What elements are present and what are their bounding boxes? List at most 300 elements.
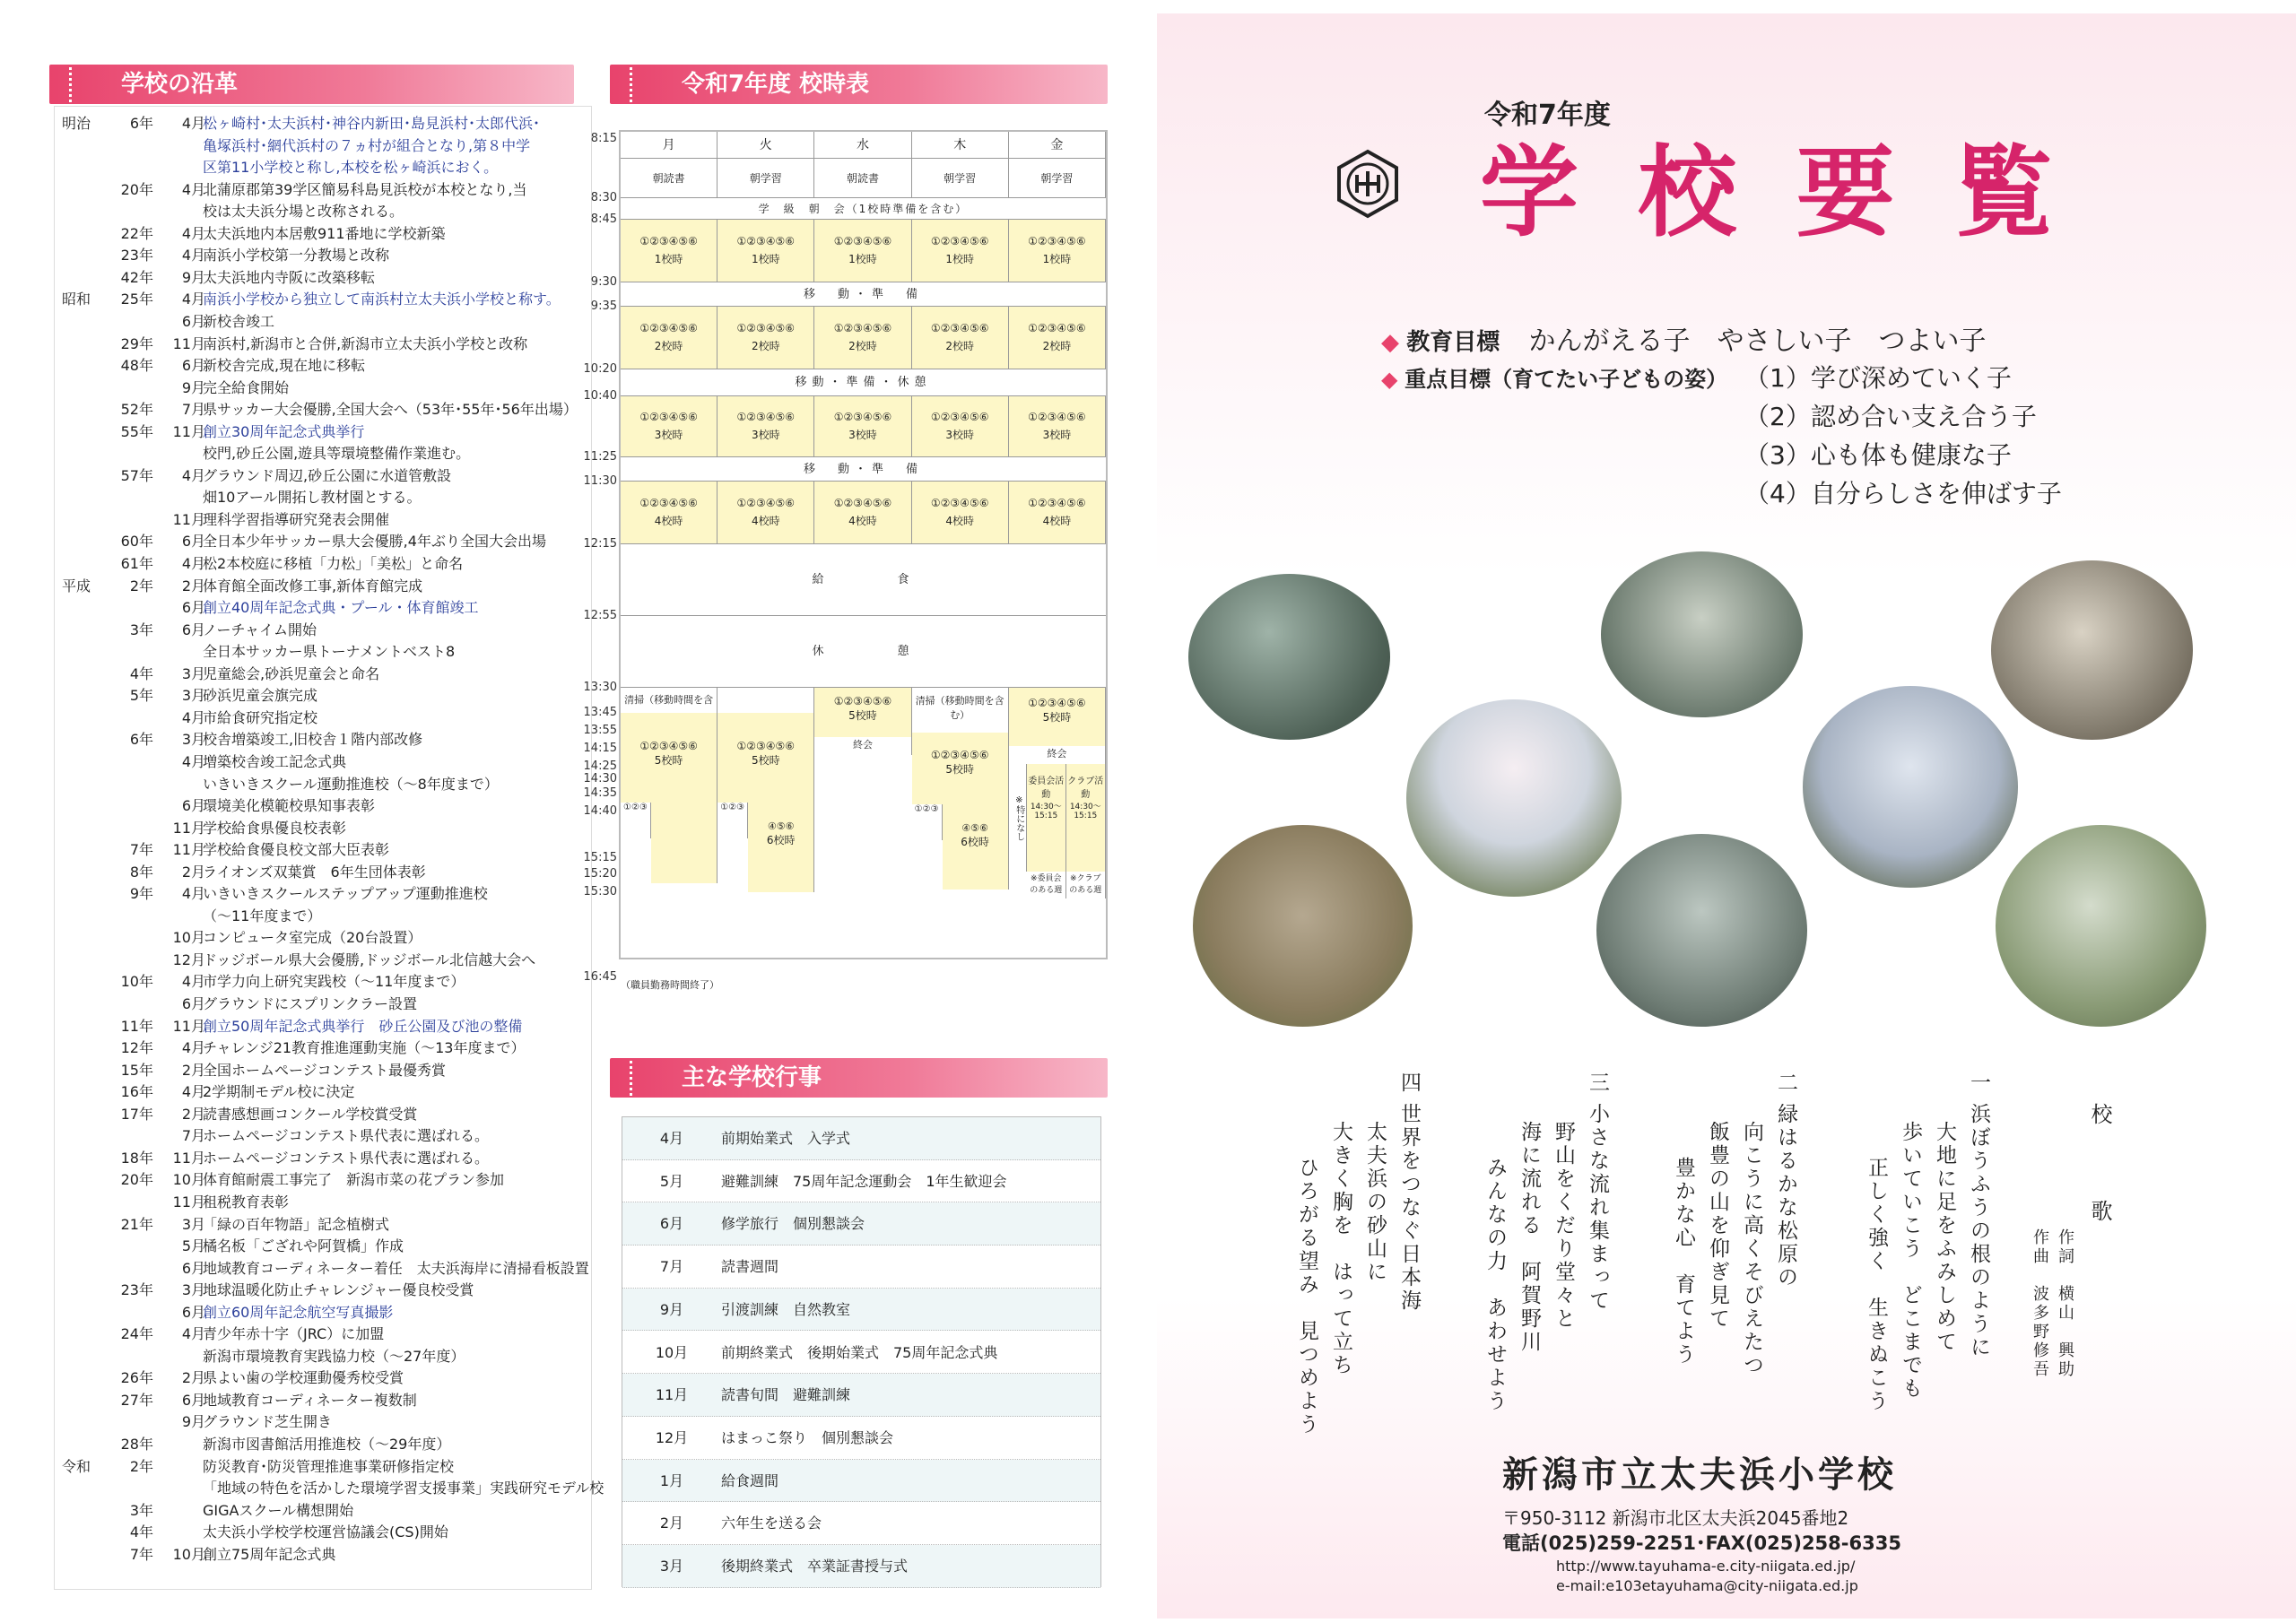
history-year: 60年 bbox=[120, 533, 153, 551]
time-label: 8:15 bbox=[590, 132, 617, 145]
day-header: 木 bbox=[912, 132, 1009, 159]
period-cell bbox=[621, 220, 718, 282]
history-month: 4月 bbox=[181, 555, 205, 572]
history-row bbox=[55, 333, 593, 355]
history-row bbox=[55, 619, 593, 641]
event-month: 12月 bbox=[655, 1428, 689, 1446]
history-month: 2月 bbox=[181, 1369, 205, 1387]
schedule-cell: ※特になし bbox=[1009, 764, 1027, 872]
time-label: 8:45 bbox=[590, 213, 617, 226]
history-row bbox=[55, 1124, 593, 1147]
history-month: 11月 bbox=[172, 1017, 205, 1035]
committee-time: 14:30～15:15 bbox=[1030, 803, 1062, 820]
period-label: 5校時 bbox=[945, 763, 974, 776]
schedule-cell: ①②③ bbox=[912, 804, 943, 840]
history-year: 8年 bbox=[129, 863, 153, 881]
history-year: 55年 bbox=[120, 422, 153, 440]
cover-page bbox=[1157, 13, 2296, 1619]
period-cell bbox=[621, 396, 718, 457]
history-year: 6年 bbox=[129, 115, 153, 132]
history-event: 県よい歯の学校運動優秀校受賞 bbox=[203, 1369, 404, 1387]
history-event: 全日本少年サッカー県大会優勝,4年ぶり全国大会出場 bbox=[203, 533, 546, 551]
history-month: 5月 bbox=[181, 1237, 205, 1255]
goal-label: 教育目標 bbox=[1406, 329, 1500, 356]
history-row bbox=[55, 244, 593, 266]
focus-item: （1）学び深めていく子 bbox=[1744, 363, 2012, 393]
history-year: 61年 bbox=[120, 555, 153, 572]
rest-row: 休 憩 bbox=[621, 616, 1106, 688]
schedule-cell bbox=[912, 733, 1009, 804]
history-row bbox=[55, 1323, 593, 1345]
history-row bbox=[55, 288, 593, 310]
period-label: 4校時 bbox=[945, 515, 974, 527]
end-note: （職員勤務時間終了） bbox=[621, 979, 719, 991]
period-label: 6校時 bbox=[766, 834, 796, 846]
history-year: 23年 bbox=[120, 1281, 153, 1299]
history-event: いきいきスクールステップアップ運動推進校 bbox=[203, 885, 488, 903]
history-month: 9月 bbox=[181, 268, 205, 286]
verse-number: 二 bbox=[1774, 1072, 1797, 1095]
schedule-cell: 清掃（移動時間を含む） bbox=[912, 688, 1009, 733]
move-row: 移動・準備・休憩 bbox=[621, 369, 1106, 396]
emblem-icon bbox=[1332, 148, 1404, 220]
history-row bbox=[55, 508, 593, 531]
history-month: 7月 bbox=[181, 401, 205, 419]
period-cell bbox=[912, 307, 1009, 369]
history-era: 昭和 bbox=[62, 291, 91, 308]
history-event: ホームページコンテスト県代表に選ばれる。 bbox=[203, 1149, 490, 1167]
history-month: 6月 bbox=[181, 995, 205, 1012]
history-row bbox=[55, 1345, 593, 1367]
history-event: ホームページコンテスト県代表に選ばれる。 bbox=[203, 1127, 490, 1145]
history-row bbox=[55, 861, 593, 883]
history-month: 11月 bbox=[172, 819, 205, 837]
schedule-cell: ①②③ bbox=[718, 803, 748, 838]
period-numbers: ①②③④⑤⑥ bbox=[930, 749, 989, 761]
schedule-cell bbox=[814, 688, 911, 737]
move-row: 移 動・準 備 bbox=[621, 457, 1106, 482]
history-month: 4月 bbox=[181, 466, 205, 484]
history-row bbox=[55, 1433, 593, 1455]
history-year: 22年 bbox=[120, 224, 153, 242]
schedule-cell: ①②③ bbox=[621, 803, 651, 838]
period-cell bbox=[912, 396, 1009, 457]
afternoon-block bbox=[621, 688, 1106, 961]
time-label: 14:35 bbox=[583, 786, 617, 800]
history-row bbox=[55, 135, 593, 157]
history-month: 3月 bbox=[181, 731, 205, 749]
period-label: 5校時 bbox=[848, 709, 877, 722]
period-cell bbox=[1009, 307, 1106, 369]
history-row bbox=[55, 421, 593, 443]
day-header: 月 bbox=[621, 132, 718, 159]
schedule-cell bbox=[621, 713, 718, 803]
history-event: 「地域の特色を活かした環境学習支援事業」実践研究モデル校 bbox=[203, 1480, 604, 1497]
time-label: 11:25 bbox=[583, 450, 617, 464]
period-numbers: ④⑤⑥ bbox=[767, 820, 795, 832]
history-event: 橘名板「ござれや阿賀橋」作成 bbox=[203, 1237, 404, 1255]
club-time: 14:30～15:15 bbox=[1069, 803, 1101, 820]
history-year: 25年 bbox=[120, 291, 153, 308]
history-month: 6月 bbox=[181, 1303, 205, 1321]
history-event: 太夫浜地内寺阪に改築移転 bbox=[203, 268, 376, 286]
history-row bbox=[55, 575, 593, 597]
history-year: 10年 bbox=[120, 973, 153, 991]
history-year: 23年 bbox=[120, 247, 153, 265]
focus-row bbox=[1381, 361, 1727, 393]
history-event: 読書感想画コンクール学校賞受賞 bbox=[203, 1105, 418, 1123]
period-cell bbox=[814, 396, 911, 457]
history-month: 6月 bbox=[181, 621, 205, 638]
history-row bbox=[55, 838, 593, 861]
history-month: 6月 bbox=[181, 1391, 205, 1409]
event-row bbox=[622, 1332, 1100, 1375]
event-month: 2月 bbox=[659, 1515, 684, 1532]
history-row bbox=[55, 1477, 604, 1499]
history-year: 57年 bbox=[120, 466, 153, 484]
event-row bbox=[622, 1545, 1100, 1588]
time-label: 8:30 bbox=[590, 191, 617, 204]
focus-item: （4）自分らしさを伸ばす子 bbox=[1744, 479, 2062, 508]
event-month: 4月 bbox=[659, 1130, 684, 1147]
period-numbers: ①②③④⑤⑥ bbox=[930, 322, 989, 334]
event-month: 6月 bbox=[659, 1215, 684, 1233]
time-label: 16:45 bbox=[583, 970, 617, 984]
lyrics-credit: 作詞 横山 興助 bbox=[2056, 1228, 2074, 1379]
focus-label: 重点目標（育てたい子どもの姿） bbox=[1405, 367, 1728, 392]
verse-number: 三 bbox=[1586, 1072, 1609, 1095]
history-event: ライオンズ双葉賞 6年生団体表彰 bbox=[203, 863, 426, 881]
history-month: 11月 bbox=[172, 334, 205, 352]
period-numbers: ①②③④⑤⑥ bbox=[833, 695, 892, 707]
history-row bbox=[55, 707, 593, 729]
history-event: 新潟市環境教育実践協力校（～27年度） bbox=[203, 1347, 465, 1365]
history-year: 29年 bbox=[120, 334, 153, 352]
school-url[interactable]: http://www.tayuhama-e.city-niigata.ed.jp/ bbox=[1556, 1558, 1856, 1575]
history-year: 3年 bbox=[129, 1501, 153, 1519]
period-cell bbox=[814, 307, 911, 369]
history-row bbox=[55, 1147, 593, 1169]
period-3-row bbox=[621, 396, 1106, 457]
time-label: 14:15 bbox=[583, 742, 617, 755]
history-row bbox=[55, 1455, 593, 1478]
history-row bbox=[55, 112, 593, 135]
history-event: 2学期制モデル校に決定 bbox=[203, 1083, 355, 1101]
history-year: 52年 bbox=[120, 401, 153, 419]
history-row bbox=[55, 1410, 593, 1433]
history-year: 21年 bbox=[120, 1215, 153, 1233]
history-event: 県サッカー大会優勝,全国大会へ（53年･55年･56年出場） bbox=[203, 401, 578, 419]
history-row bbox=[55, 222, 593, 245]
period-label: 5校時 bbox=[751, 754, 780, 767]
assembly-row: 学 級 朝 会（1校時準備を含む） bbox=[621, 198, 1106, 220]
year-label: 令和7年度 bbox=[1484, 100, 1611, 131]
history-event: 太夫浜小学校学校運営協議会(CS)開始 bbox=[203, 1523, 448, 1541]
period-numbers: ①②③④⑤⑥ bbox=[639, 322, 698, 334]
period-cell bbox=[1009, 396, 1106, 457]
history-year: 24年 bbox=[120, 1325, 153, 1343]
diamond-icon: ◆ bbox=[1381, 367, 1398, 392]
history-year: 18年 bbox=[120, 1149, 153, 1167]
verse-line: ひろがる望み 見つめよう bbox=[1295, 1157, 1318, 1436]
history-row bbox=[55, 1499, 593, 1522]
history-row bbox=[55, 684, 593, 707]
history-event: 「緑の百年物語」記念植樹式 bbox=[203, 1215, 390, 1233]
history-row bbox=[55, 442, 593, 464]
verse-line: 太夫浜の砂山に bbox=[1363, 1121, 1387, 1284]
club-label: クラブ活動 bbox=[1067, 777, 1104, 800]
history-event: コンピュータ室完成（20台設置） bbox=[203, 929, 422, 947]
history-month: 2月 bbox=[181, 1105, 205, 1123]
history-month: 4月 bbox=[181, 224, 205, 242]
history-event: 租税教育表彰 bbox=[203, 1193, 290, 1211]
history-month: 3月 bbox=[181, 1281, 205, 1299]
history-event: 学校給食優良校文部大臣表彰 bbox=[203, 841, 390, 859]
period-numbers: ①②③④⑤⑥ bbox=[930, 497, 989, 509]
history-month: 4月 bbox=[181, 885, 205, 903]
history-row bbox=[55, 1015, 593, 1037]
period-label: 4校時 bbox=[654, 515, 683, 527]
day-header: 金 bbox=[1009, 132, 1106, 159]
history-event: 地域教育コーディネーター着任 太夫浜海岸に清掃看板設置 bbox=[203, 1259, 589, 1277]
history-row bbox=[55, 970, 593, 993]
photo-cherry-blossom bbox=[1406, 699, 1622, 897]
schedule-cell: 終会 bbox=[814, 737, 911, 755]
period-numbers: ①②③④⑤⑥ bbox=[1028, 235, 1086, 247]
verse-line: 正しく強く 生きぬこう bbox=[1865, 1157, 1888, 1413]
history-month: 9月 bbox=[181, 378, 205, 396]
verse-line: みんなの力 あわせよう bbox=[1483, 1157, 1507, 1413]
time-label: 13:55 bbox=[583, 724, 617, 737]
history-row bbox=[55, 926, 593, 949]
schedule-cell: 終会 bbox=[1009, 746, 1106, 764]
event-text: 避難訓練 75周年記念運動会 1年生歓迎会 bbox=[721, 1172, 1007, 1190]
history-year: 20年 bbox=[120, 180, 153, 198]
period-numbers: ①②③④⑤⑥ bbox=[833, 497, 892, 509]
event-text: 読書旬間 避難訓練 bbox=[721, 1386, 851, 1404]
history-event: 児童総会,砂浜児童会と命名 bbox=[203, 664, 380, 682]
verse-line: 豊かな心 育てよう bbox=[1672, 1157, 1695, 1367]
history-row bbox=[55, 178, 593, 201]
time-label: 9:35 bbox=[590, 299, 617, 313]
period-numbers: ①②③④⑤⑥ bbox=[736, 497, 796, 509]
period-label: 3校時 bbox=[848, 429, 877, 441]
day-header: 火 bbox=[718, 132, 814, 159]
history-event: 全日本サッカー県トーナメントベスト8 bbox=[203, 643, 456, 661]
history-row bbox=[55, 1059, 593, 1081]
history-row bbox=[55, 728, 593, 751]
schedule-cell bbox=[1066, 764, 1106, 872]
history-row bbox=[55, 377, 593, 399]
history-event: グラウンドにスプリンクラー設置 bbox=[203, 995, 418, 1012]
history-event: 太夫浜地内本居敷911番地に学校新築 bbox=[203, 224, 446, 242]
history-row bbox=[55, 949, 593, 971]
history-row bbox=[55, 1235, 593, 1257]
event-text: 引渡訓練 自然教室 bbox=[721, 1300, 851, 1318]
history-event: 防災教育･防災管理推進事業研修指定校 bbox=[203, 1457, 455, 1475]
period-numbers: ①②③④⑤⑥ bbox=[930, 235, 989, 247]
time-label: 12:15 bbox=[583, 537, 617, 551]
history-row bbox=[55, 905, 593, 927]
verse-line: 世界をつなぐ日本海 bbox=[1397, 1103, 1421, 1313]
period-label: 1校時 bbox=[751, 253, 780, 265]
history-event: 市学力向上研究実践校（～11年度まで） bbox=[203, 973, 465, 991]
history-month: 4月 bbox=[181, 1083, 205, 1101]
schedule-cell bbox=[718, 713, 814, 803]
history-month: 6月 bbox=[181, 533, 205, 551]
period-cell bbox=[912, 482, 1009, 544]
event-text: 修学旅行 個別懇談会 bbox=[721, 1215, 865, 1233]
event-row bbox=[622, 1374, 1100, 1417]
photo-greenhouse bbox=[1996, 825, 2206, 1027]
history-year: 48年 bbox=[120, 357, 153, 375]
history-year: 7年 bbox=[129, 841, 153, 859]
period-label: 3校時 bbox=[1042, 429, 1072, 441]
school-email[interactable]: e-mail:e103etayuhama@city-niigata.ed.jp bbox=[1556, 1577, 1858, 1594]
history-event: 畑10アール開拓し教材園とする。 bbox=[203, 489, 422, 507]
period-numbers: ①②③④⑤⑥ bbox=[639, 235, 698, 247]
period-1-row bbox=[621, 220, 1106, 282]
period-numbers: ①②③④⑤⑥ bbox=[1028, 322, 1086, 334]
history-year: 17年 bbox=[120, 1105, 153, 1123]
day-header-row bbox=[621, 132, 1106, 159]
event-month: 5月 bbox=[659, 1172, 684, 1190]
history-month: 6月 bbox=[181, 1259, 205, 1277]
history-event: いきいきスクール運動推進校（～8年度まで） bbox=[203, 775, 499, 793]
history-event: 地球温暖化防止チャレンジャー優良校受賞 bbox=[203, 1281, 474, 1299]
focus-item: （2）認め合い支え合う子 bbox=[1744, 402, 2037, 431]
history-event: 亀塚浜村･網代浜村の７ヵ村が組合となり,第８中学 bbox=[203, 136, 531, 154]
schedule-title: 令和7年度 校時表 bbox=[682, 71, 870, 98]
history-event: 校門,砂丘公園,遊具等環境整備作業進む。 bbox=[203, 445, 471, 463]
morning-cell: 朝読書 bbox=[814, 159, 911, 198]
period-cell bbox=[621, 482, 718, 544]
history-event: 創立75周年記念式典 bbox=[203, 1545, 336, 1563]
history-year: 20年 bbox=[120, 1171, 153, 1189]
events-table bbox=[622, 1116, 1101, 1587]
history-row bbox=[55, 266, 593, 289]
binder-rings-icon bbox=[630, 1055, 649, 1101]
period-label: 1校時 bbox=[945, 253, 974, 265]
history-event: 区第11小学校と称し,本校を松ヶ崎浜におく。 bbox=[203, 159, 499, 177]
schedule-cell bbox=[718, 688, 814, 713]
history-month: 4月 bbox=[181, 708, 205, 726]
history-event: 創立50周年記念式典挙行 砂丘公園及び池の整備 bbox=[203, 1017, 523, 1035]
history-row bbox=[55, 1081, 593, 1103]
committee-label: 委員会活動 bbox=[1028, 777, 1065, 800]
history-month: 4月 bbox=[181, 1325, 205, 1343]
history-month: 4月 bbox=[181, 1039, 205, 1057]
period-cell bbox=[621, 307, 718, 369]
history-event: 北蒲原郡第39学区簡易科島見浜校が本校となり,当 bbox=[203, 180, 527, 198]
verse-line: 大きく胸を はって立ち bbox=[1329, 1121, 1352, 1377]
focus-item: （3）心も体も健康な子 bbox=[1744, 440, 2012, 470]
morning-cell: 朝学習 bbox=[1009, 159, 1106, 198]
history-month: 3月 bbox=[181, 687, 205, 705]
period-label: 2校時 bbox=[751, 340, 780, 352]
goal-row bbox=[1381, 318, 1987, 358]
verse-line: 大地に足をふみしめて bbox=[1933, 1121, 1956, 1354]
history-month: 2月 bbox=[181, 1061, 205, 1079]
history-row bbox=[55, 773, 593, 795]
history-year: 7年 bbox=[129, 1545, 153, 1563]
history-event: 完全給食開始 bbox=[203, 378, 290, 396]
event-row bbox=[622, 1502, 1100, 1545]
history-row bbox=[55, 464, 593, 487]
schedule-cell: 清掃（移動時間を含 bbox=[621, 688, 718, 713]
history-month: 11月 bbox=[172, 1149, 205, 1167]
photo-english-lesson bbox=[1991, 560, 2193, 740]
history-event: 市給食研究指定校 bbox=[203, 708, 318, 726]
event-text: 前期始業式 入学式 bbox=[721, 1130, 851, 1147]
diamond-icon: ◆ bbox=[1381, 329, 1399, 356]
history-row bbox=[55, 1168, 593, 1191]
morning-cell: 朝読書 bbox=[621, 159, 718, 198]
verse-line: 小さな流れ集まって bbox=[1586, 1103, 1609, 1313]
schedule-table bbox=[583, 130, 1108, 991]
event-row bbox=[622, 1245, 1100, 1289]
history-row bbox=[55, 882, 593, 905]
period-label: 2校時 bbox=[945, 340, 974, 352]
schedule-cell: ※クラブのある週 bbox=[1066, 872, 1106, 898]
photo-classroom bbox=[1188, 574, 1390, 740]
history-month: 6月 bbox=[181, 797, 205, 815]
period-numbers: ①②③④⑤⑥ bbox=[639, 497, 698, 509]
history-month: 4月 bbox=[181, 247, 205, 265]
history-event: 新潟市図書館活用推進校（～29年度） bbox=[203, 1436, 451, 1453]
schedule-cell: ※委員会のある週 bbox=[1027, 872, 1066, 898]
school-phone: 電話(025)259-2251･FAX(025)258-6335 bbox=[1502, 1532, 1901, 1554]
history-month: 6月 bbox=[181, 312, 205, 330]
schedule-cell bbox=[651, 803, 718, 883]
event-month: 11月 bbox=[655, 1386, 689, 1404]
school-name: 新潟市立太夫浜小学校 bbox=[1502, 1454, 1897, 1496]
history-event: グラウンド芝生開き bbox=[203, 1413, 333, 1431]
history-year: 15年 bbox=[120, 1061, 153, 1079]
history-event: 南浜小学校第一分教場と改称 bbox=[203, 247, 390, 265]
period-cell bbox=[814, 482, 911, 544]
history-month: 3月 bbox=[181, 664, 205, 682]
lunch-row: 給 食 bbox=[621, 544, 1106, 616]
history-month: 10月 bbox=[172, 929, 205, 947]
history-year: 2年 bbox=[129, 577, 153, 595]
event-row bbox=[622, 1417, 1100, 1460]
history-year: 9年 bbox=[129, 885, 153, 903]
history-event: 校は太夫浜分場と改称される。 bbox=[203, 203, 404, 221]
history-month: 10月 bbox=[172, 1171, 205, 1189]
verse-number: 一 bbox=[1967, 1072, 1990, 1095]
history-row bbox=[55, 486, 593, 508]
history-event: グラウンド周辺,砂丘公園に水道管敷設 bbox=[203, 466, 452, 484]
morning-cell: 朝学習 bbox=[718, 159, 814, 198]
history-event: 体育館全面改修工事,新体育館完成 bbox=[203, 577, 423, 595]
history-era: 令和 bbox=[62, 1457, 91, 1475]
period-label: 2校時 bbox=[654, 340, 683, 352]
cover-title: 学 校 要 覧 bbox=[1480, 135, 2066, 250]
period-cell bbox=[718, 396, 814, 457]
history-row bbox=[55, 552, 593, 575]
history-event: （～11年度まで） bbox=[203, 907, 322, 924]
event-text: 読書週間 bbox=[721, 1258, 779, 1276]
event-month: 10月 bbox=[655, 1343, 689, 1361]
history-era: 平成 bbox=[62, 577, 91, 595]
history-row bbox=[55, 1037, 593, 1059]
day-header: 水 bbox=[814, 132, 911, 159]
period-label: 3校時 bbox=[751, 429, 780, 441]
period-label: 4校時 bbox=[1042, 515, 1072, 527]
history-event: 松ヶ崎村･太夫浜村･神谷内新田･島見浜村･太郎代浜･ bbox=[203, 115, 541, 132]
history-row bbox=[55, 640, 593, 663]
